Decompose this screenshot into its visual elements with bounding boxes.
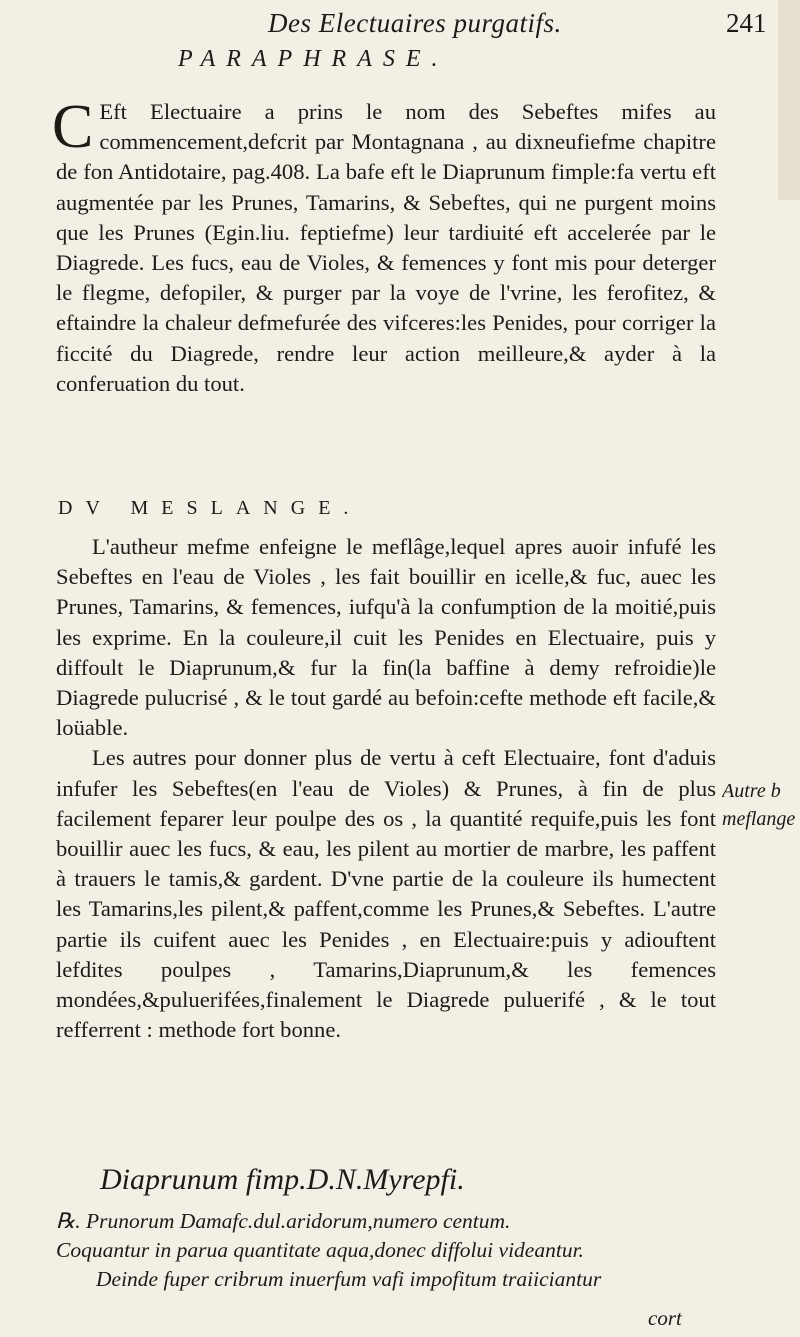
page-number: 241: [726, 8, 767, 38]
recipe-line-2: Coquantur in parua quantitate aqua,donec diffolui videantur.: [56, 1238, 584, 1262]
section-body: [56, 532, 716, 1045]
margin-note: [722, 777, 800, 833]
paraphrase-heading: PARAPHRASE.: [178, 46, 449, 72]
recipe-line-1: [56, 1207, 746, 1236]
margin-note-line-2: meflange: [722, 808, 796, 830]
paragraph-3-text: Les autres pour donner plus de vertu à ceft Electuaire, font d'aduis infufer les Sebeftes(en l'eau de Violes) & Prunes, à fin de plus facilement feparer leur poulpe des os , la quantité requife,puis les font bouillir auec les fucs, & eau, les pilent au mortier de marbre, les paffent à trauers le tamis,& gardent. D'vne partie de la couleure ils humectent les Tamarins,les pilent,& paffent,comme les Prunes,& Sebeftes. L'autre partie ils cuifent auec les Penides , en Electuaire:puis y adiouftent lefdites poulpes , Tamarins,Diaprunum,& les femences mondées,&puluerifées,finalement le Diagrede puluerifé , & le tout refferrent : methode fort bonne.: [56, 745, 716, 1043]
recipe-line-3: Deinde fuper cribrum inuerfum vafi impofitum traiiciantur: [96, 1267, 602, 1291]
recipe-line-1-text: Prunorum Damafc.dul.aridorum,numero centum.: [86, 1209, 511, 1233]
paragraph-2-text: L'autheur mefme enfeigne le meflâge,lequel apres auoir infufé les Sebeftes en l'eau de Violes , les fait bouillir en icelle,& fuc, auec les Prunes, Tamarins, & femences, iufqu'à la confumption de la moitié,puis les exprime. En la couleure,il cuit les Penides en Electuaire, puis y diffoult le Diaprunum,& fur la fin(la baffine à demy refroidie)le Diagrede pulucrisé , & le tout gardé au befoin:cefte methode eft facile,& loüable.: [56, 534, 716, 741]
recipe-body: [56, 1207, 746, 1294]
running-head-title: Des Electuaires purgatifs.: [268, 8, 562, 38]
section-heading-meslange: DV MESLANGE.: [58, 497, 362, 519]
running-head: [0, 8, 800, 48]
paragraph-paraphrase: [52, 93, 716, 399]
paragraph-1-text: Eft Electuaire a prins le nom des Sebeftes mifes au commencement,defcrit par Montagnana , au dixneufiefme chapitre de fon Antidotaire, pag.408. La bafe eft le Diaprunum fimple:fa vertu eft augmentée par les Prunes, Tamarins, & Sebeftes, qui ne purgent moins que les Prunes (Egin.liu. feptiefme) leur tardiuité eft accelerée par le Diagrede. Les fucs, eau de Violes, & femences y font mis pour deterger le flegme, defopiler, & purger par la voye de l'vrine, les ferofitez, & eftaindre la chaleur defmefurée des vifceres:les Penides, pour corriger la ficcité du Diagrede, rendre leur action meilleure,& ayder à la conferuation du tout.: [56, 99, 716, 396]
recipe-symbol: ℞.: [56, 1209, 81, 1233]
margin-note-line-1: Autre b: [722, 780, 781, 802]
drop-cap: C: [52, 93, 94, 161]
catchword: cort: [648, 1306, 682, 1330]
recipe-title: Diaprunum fimp.D.N.Myrepfi.: [100, 1163, 465, 1196]
